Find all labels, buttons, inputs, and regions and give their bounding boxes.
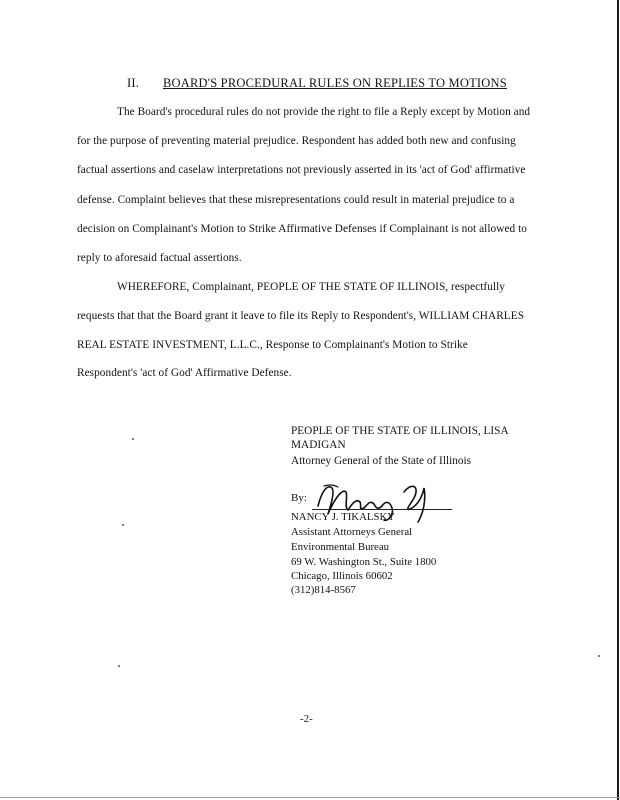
- body-line: reply to aforesaid factual assertions.: [77, 252, 242, 264]
- scan-edge-bottom: [0, 797, 620, 798]
- scan-speck: [598, 655, 600, 657]
- signer-name: NANCY J. TIKALSKY: [291, 511, 396, 523]
- wherefore-line: WHEREFORE, Complainant, PEOPLE OF THE STATE OF ILLINOIS, respectfully: [117, 281, 505, 293]
- scan-edge-right: [617, 0, 619, 800]
- wherefore-line: requests that that the Board grant it leave to file its Reply to Respondent's, WILLIAM CHARLES: [77, 310, 525, 322]
- signature-line: [312, 509, 452, 510]
- scan-speck: [132, 438, 134, 440]
- wherefore-line: REAL ESTATE INVESTMENT, L.L.C., Response to Complainant's Motion to Strike: [77, 339, 468, 351]
- by-label: By:: [291, 492, 307, 504]
- party-name-line2: MADIGAN: [291, 439, 346, 451]
- page-number: -2-: [300, 713, 313, 725]
- body-line: for the purpose of preventing material prejudice. Respondent has added both new and confusing: [77, 135, 516, 147]
- party-role: Attorney General of the State of Illinois: [291, 455, 472, 467]
- signer-title: Assistant Attorneys General: [291, 526, 413, 538]
- city-address: Chicago, Illinois 60602: [291, 570, 393, 582]
- body-line: decision on Complainant's Motion to Strike Affirmative Defenses if Complainant is not allowed to: [77, 223, 527, 235]
- bureau-name: Environmental Bureau: [291, 541, 390, 553]
- street-address: 69 W. Washington St., Suite 1800: [291, 556, 437, 568]
- wherefore-line: Respondent's 'act of God' Affirmative Defense.: [77, 367, 292, 379]
- phone-number: (312)814-8567: [291, 584, 356, 596]
- section-title: BOARD'S PROCEDURAL RULES ON REPLIES TO MOTIONS: [163, 76, 507, 90]
- body-line: factual assertions and caselaw interpretations not previously asserted in its 'act of God' affirmative: [77, 164, 526, 176]
- section-heading: [127, 76, 547, 91]
- body-line: The Board's procedural rules do not provide the right to file a Reply except by Motion and: [117, 106, 531, 118]
- section-number: II.: [127, 76, 140, 90]
- scan-speck: [118, 665, 120, 667]
- body-line: defense. Complaint believes that these misrepresentations could result in material prejudice to a: [77, 194, 515, 206]
- party-name-line1: PEOPLE OF THE STATE OF ILLINOIS, LISA: [291, 425, 509, 437]
- scan-speck: [122, 524, 124, 526]
